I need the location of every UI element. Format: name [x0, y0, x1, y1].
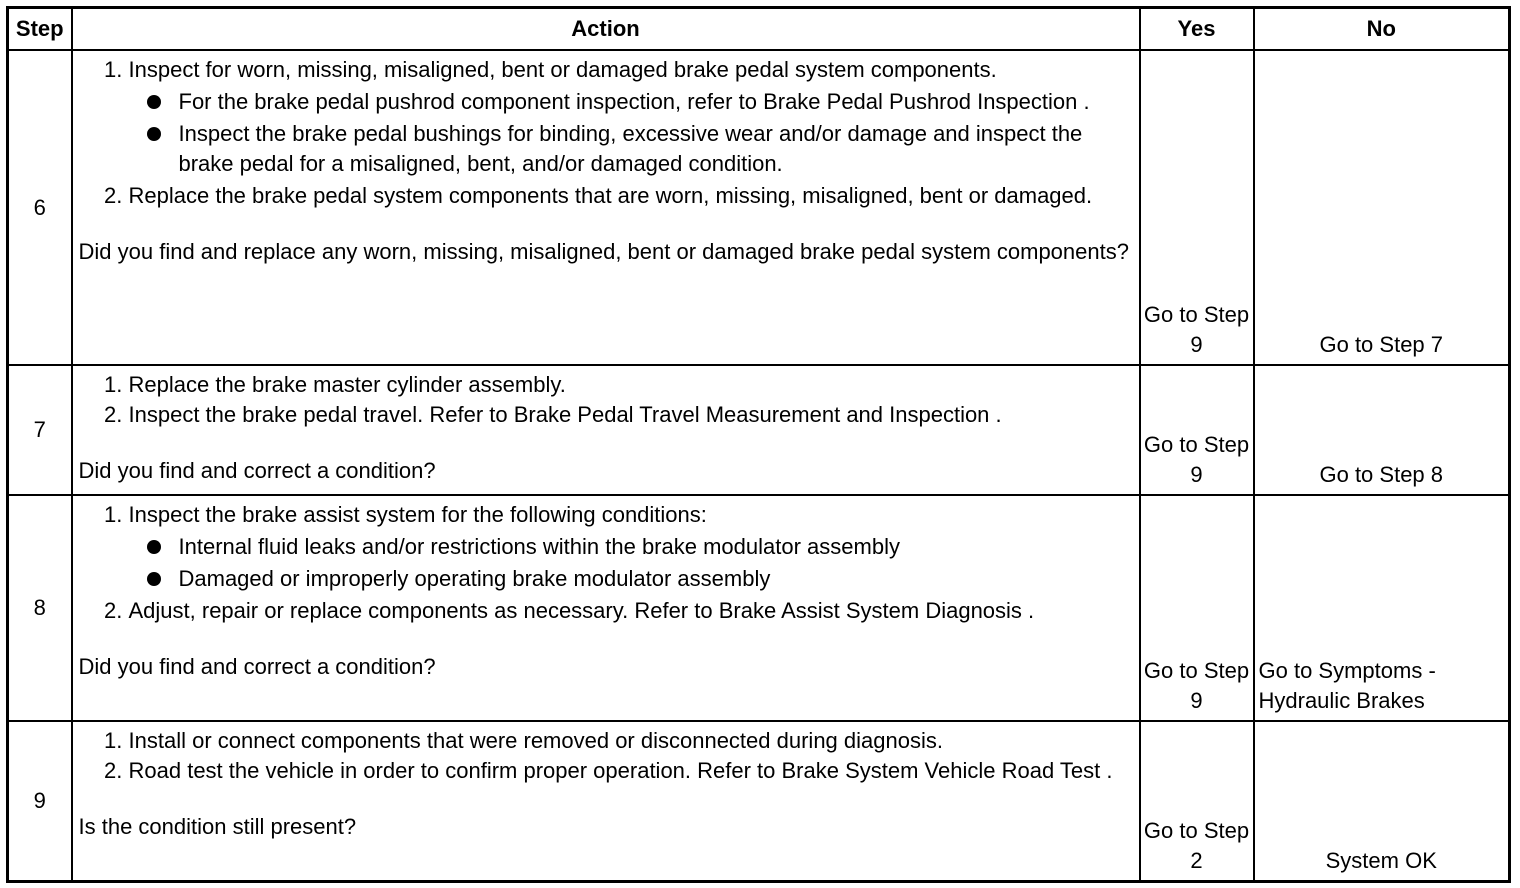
header-yes: Yes: [1140, 8, 1254, 51]
bullet-icon: [147, 95, 161, 109]
action-step-text: Replace the brake pedal system components that are worn, missing, misaligned, bent or damaged.: [128, 183, 1093, 208]
no-result: Go to Symptoms - Hydraulic Brakes: [1254, 495, 1510, 721]
action-steps: [79, 55, 1131, 211]
question-text: Did you find and correct a condition?: [78, 654, 436, 679]
step-number: 6: [8, 50, 72, 365]
action-step-text: Road test the vehicle in order to confirm proper operation. Refer to Brake System Vehicle Road Test .: [128, 758, 1113, 783]
no-result: Go to Step 7: [1254, 50, 1510, 365]
action-step-text: Inspect for worn, missing, misaligned, bent or damaged brake pedal system components.: [128, 57, 997, 82]
action-step-text: Inspect the brake assist system for the following conditions:: [128, 502, 707, 527]
table-row: [8, 365, 1510, 495]
action-steps: [79, 500, 1131, 626]
action-cell: [72, 495, 1140, 721]
header-row: [8, 8, 1510, 51]
bullet-text: For the brake pedal pushrod component inspection, refer to Brake Pedal Pushrod Inspection .: [178, 89, 1090, 114]
action-step-text: Install or connect components that were removed or disconnected during diagnosis.: [128, 728, 943, 753]
yes-result: Go to Step 2: [1140, 721, 1254, 881]
bullet-icon: [147, 572, 161, 586]
bullet-list: [129, 532, 1131, 594]
action-step: [129, 596, 1131, 626]
action-step-text: Adjust, repair or replace components as necessary. Refer to Brake Assist System Diagnosis .: [128, 598, 1035, 623]
header-no: No: [1254, 8, 1510, 51]
table-row: [8, 50, 1510, 365]
action-cell: [72, 721, 1140, 881]
question-text: Did you find and correct a condition?: [78, 458, 436, 483]
action-step: [129, 55, 1131, 179]
yes-result: Go to Step 9: [1140, 495, 1254, 721]
action-step: [129, 756, 1131, 786]
bullet-icon: [147, 540, 161, 554]
no-result: System OK: [1254, 721, 1510, 881]
step-number: 8: [8, 495, 72, 721]
action-steps: [79, 370, 1131, 430]
header-action: Action: [72, 8, 1140, 51]
bullet-text: Inspect the brake pedal bushings for binding, excessive wear and/or damage and inspect the brake pedal for a misaligned, bent, and/or damaged condition.: [178, 121, 1083, 176]
header-step: Step: [8, 8, 72, 51]
bullet-text: Internal fluid leaks and/or restrictions within the brake modulator assembly: [178, 534, 900, 559]
bullet-list: [129, 87, 1131, 179]
action-cell: [72, 50, 1140, 365]
yes-result: Go to Step 9: [1140, 50, 1254, 365]
action-step-text: Replace the brake master cylinder assembly.: [128, 372, 566, 397]
step-number: 7: [8, 365, 72, 495]
step-number: 9: [8, 721, 72, 881]
action-cell: [72, 365, 1140, 495]
action-step: [129, 370, 1131, 400]
action-step: [129, 400, 1131, 430]
action-step: [129, 181, 1131, 211]
bullet-item: [179, 87, 1131, 117]
action-step: [129, 726, 1131, 756]
bullet-icon: [147, 127, 161, 141]
action-step: [129, 500, 1131, 594]
table-row: [8, 495, 1510, 721]
bullet-item: [179, 532, 1131, 562]
table-row: [8, 721, 1510, 881]
no-result: Go to Step 8: [1254, 365, 1510, 495]
question-text: Did you find and replace any worn, missing, misaligned, bent or damaged brake pedal system components?: [78, 239, 1129, 264]
bullet-item: [179, 119, 1131, 179]
yes-result: Go to Step 9: [1140, 365, 1254, 495]
bullet-item: [179, 564, 1131, 594]
action-step-text: Inspect the brake pedal travel. Refer to Brake Pedal Travel Measurement and Inspection .: [128, 402, 1002, 427]
bullet-text: Damaged or improperly operating brake modulator assembly: [178, 566, 771, 591]
diagnostic-table: [6, 6, 1511, 883]
action-steps: [79, 726, 1131, 786]
question-text: Is the condition still present?: [78, 814, 357, 839]
